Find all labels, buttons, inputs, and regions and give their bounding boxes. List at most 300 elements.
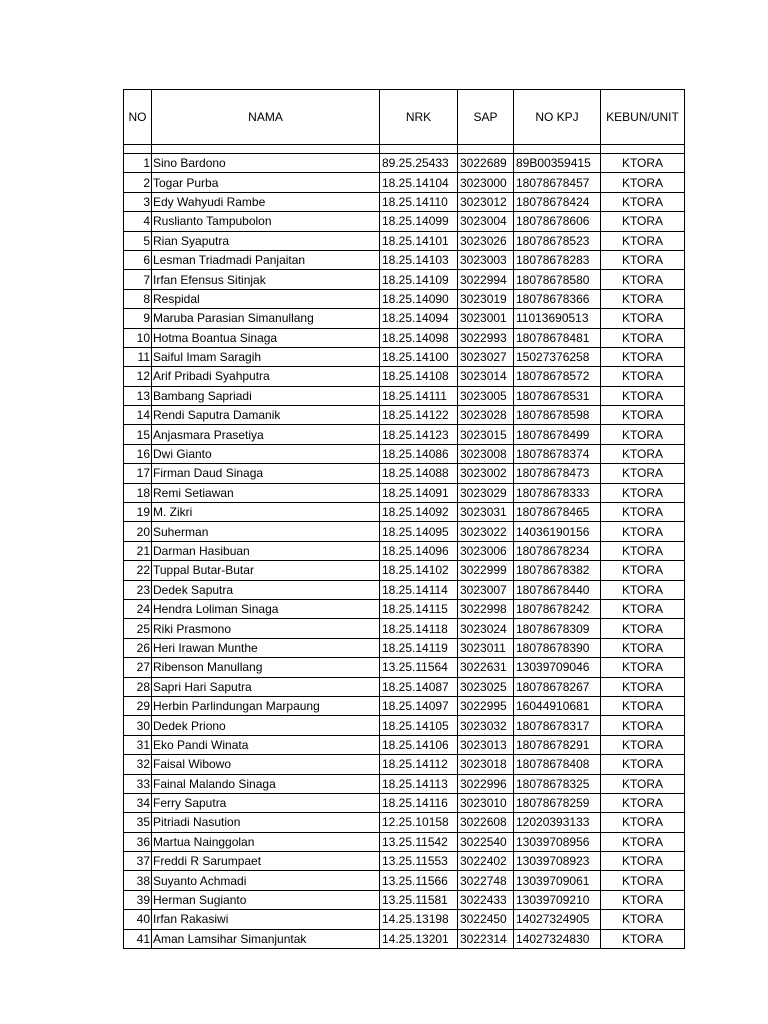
cell-nama: Sapri Hari Saputra xyxy=(152,677,380,696)
cell-kebun-unit: KTORA xyxy=(601,871,685,890)
table-row xyxy=(124,444,685,463)
spacer-cell xyxy=(514,145,601,154)
table-row xyxy=(124,522,685,541)
cell-no-kpj: 13039709210 xyxy=(514,890,601,909)
cell-kebun-unit: KTORA xyxy=(601,677,685,696)
cell-kebun-unit: KTORA xyxy=(601,192,685,211)
cell-nrk: 18.25.14100 xyxy=(380,347,458,366)
cell-sap: 3023032 xyxy=(458,716,514,735)
cell-nrk: 18.25.14101 xyxy=(380,231,458,250)
cell-nama: Herman Sugianto xyxy=(152,890,380,909)
cell-nama: Ferry Saputra xyxy=(152,793,380,812)
cell-kebun-unit: KTORA xyxy=(601,503,685,522)
cell-no-kpj: 18078678473 xyxy=(514,464,601,483)
cell-no-kpj: 18078678606 xyxy=(514,212,601,231)
cell-sap: 3022433 xyxy=(458,890,514,909)
cell-nama: M. Zikri xyxy=(152,503,380,522)
cell-sap: 3023006 xyxy=(458,541,514,560)
cell-sap: 3023022 xyxy=(458,522,514,541)
cell-kebun-unit: KTORA xyxy=(601,638,685,657)
cell-no: 28 xyxy=(124,677,152,696)
table-row xyxy=(124,367,685,386)
cell-kebun-unit: KTORA xyxy=(601,696,685,715)
cell-no: 11 xyxy=(124,347,152,366)
cell-sap: 3022631 xyxy=(458,658,514,677)
cell-no-kpj: 18078678333 xyxy=(514,483,601,502)
cell-nama: Rendi Saputra Damanik xyxy=(152,406,380,425)
cell-nrk: 18.25.14105 xyxy=(380,716,458,735)
cell-no: 16 xyxy=(124,444,152,463)
cell-nama: Respidal xyxy=(152,289,380,308)
cell-no-kpj: 18078678267 xyxy=(514,677,601,696)
cell-sap: 3023008 xyxy=(458,444,514,463)
cell-nama: Anjasmara Prasetiya xyxy=(152,425,380,444)
cell-nrk: 18.25.14115 xyxy=(380,599,458,618)
spacer-cell xyxy=(152,145,380,154)
cell-sap: 3023025 xyxy=(458,677,514,696)
cell-no: 24 xyxy=(124,599,152,618)
cell-sap: 3023024 xyxy=(458,619,514,638)
cell-kebun-unit: KTORA xyxy=(601,173,685,192)
cell-nama: Remi Setiawan xyxy=(152,483,380,502)
cell-nrk: 18.25.14108 xyxy=(380,367,458,386)
cell-no-kpj: 18078678382 xyxy=(514,561,601,580)
cell-no: 10 xyxy=(124,328,152,347)
cell-no-kpj: 18078678309 xyxy=(514,619,601,638)
cell-no: 19 xyxy=(124,503,152,522)
cell-sap: 3023019 xyxy=(458,289,514,308)
cell-sap: 3023000 xyxy=(458,173,514,192)
cell-kebun-unit: KTORA xyxy=(601,580,685,599)
cell-kebun-unit: KTORA xyxy=(601,154,685,173)
cell-sap: 3022402 xyxy=(458,852,514,871)
cell-no: 20 xyxy=(124,522,152,541)
cell-no-kpj: 18078678499 xyxy=(514,425,601,444)
table-row xyxy=(124,638,685,657)
cell-nama: Dedek Priono xyxy=(152,716,380,735)
cell-sap: 3022450 xyxy=(458,910,514,929)
cell-no-kpj: 18078678457 xyxy=(514,173,601,192)
cell-no-kpj: 18078678259 xyxy=(514,793,601,812)
cell-no: 39 xyxy=(124,890,152,909)
cell-nama: Pitriadi Nasution xyxy=(152,813,380,832)
cell-no: 31 xyxy=(124,735,152,754)
cell-sap: 3023013 xyxy=(458,735,514,754)
cell-nrk: 89.25.25433 xyxy=(380,154,458,173)
cell-sap: 3022314 xyxy=(458,929,514,948)
cell-sap: 3022689 xyxy=(458,154,514,173)
table-row xyxy=(124,561,685,580)
cell-nrk: 18.25.14092 xyxy=(380,503,458,522)
cell-sap: 3022540 xyxy=(458,832,514,851)
cell-no: 36 xyxy=(124,832,152,851)
table-row xyxy=(124,871,685,890)
cell-nrk: 18.25.14087 xyxy=(380,677,458,696)
cell-nama: Eko Pandi Winata xyxy=(152,735,380,754)
cell-no-kpj: 18078678317 xyxy=(514,716,601,735)
cell-no-kpj: 18078678481 xyxy=(514,328,601,347)
cell-no-kpj: 18078678523 xyxy=(514,231,601,250)
header-no: NO xyxy=(124,90,152,145)
cell-no-kpj: 15027376258 xyxy=(514,347,601,366)
cell-no-kpj: 18078678234 xyxy=(514,541,601,560)
cell-sap: 3023018 xyxy=(458,755,514,774)
table-row xyxy=(124,677,685,696)
cell-kebun-unit: KTORA xyxy=(601,813,685,832)
header-row xyxy=(124,90,685,145)
table-row xyxy=(124,658,685,677)
table-row xyxy=(124,309,685,328)
cell-kebun-unit: KTORA xyxy=(601,561,685,580)
cell-nrk: 18.25.14109 xyxy=(380,270,458,289)
cell-nrk: 18.25.14112 xyxy=(380,755,458,774)
cell-kebun-unit: KTORA xyxy=(601,444,685,463)
cell-no-kpj: 13039708956 xyxy=(514,832,601,851)
cell-sap: 3023026 xyxy=(458,231,514,250)
cell-nama: Faisal Wibowo xyxy=(152,755,380,774)
cell-sap: 3022996 xyxy=(458,774,514,793)
cell-sap: 3023015 xyxy=(458,425,514,444)
table-row xyxy=(124,328,685,347)
cell-no: 23 xyxy=(124,580,152,599)
cell-nama: Irfan Efensus Sitinjak xyxy=(152,270,380,289)
cell-no: 29 xyxy=(124,696,152,715)
cell-nama: Firman Daud Sinaga xyxy=(152,464,380,483)
table-row xyxy=(124,541,685,560)
table-row xyxy=(124,755,685,774)
cell-nama: Ruslianto Tampubolon xyxy=(152,212,380,231)
cell-sap: 3023014 xyxy=(458,367,514,386)
cell-no-kpj: 14027324830 xyxy=(514,929,601,948)
table-row xyxy=(124,347,685,366)
cell-no: 26 xyxy=(124,638,152,657)
cell-nrk: 13.25.11566 xyxy=(380,871,458,890)
table-row xyxy=(124,774,685,793)
cell-sap: 3023004 xyxy=(458,212,514,231)
cell-nama: Heri Irawan Munthe xyxy=(152,638,380,657)
cell-nrk: 18.25.14122 xyxy=(380,406,458,425)
cell-sap: 3023011 xyxy=(458,638,514,657)
cell-sap: 3022748 xyxy=(458,871,514,890)
cell-nrk: 18.25.14091 xyxy=(380,483,458,502)
cell-nrk: 14.25.13201 xyxy=(380,929,458,948)
cell-no: 18 xyxy=(124,483,152,502)
table-header xyxy=(124,90,685,145)
cell-no: 38 xyxy=(124,871,152,890)
cell-kebun-unit: KTORA xyxy=(601,793,685,812)
cell-kebun-unit: KTORA xyxy=(601,367,685,386)
cell-kebun-unit: KTORA xyxy=(601,910,685,929)
cell-nama: Hendra Loliman Sinaga xyxy=(152,599,380,618)
cell-no: 30 xyxy=(124,716,152,735)
cell-sap: 3023005 xyxy=(458,386,514,405)
table-row xyxy=(124,793,685,812)
cell-nama: Dedek Saputra xyxy=(152,580,380,599)
cell-kebun-unit: KTORA xyxy=(601,755,685,774)
cell-no: 13 xyxy=(124,386,152,405)
table-row xyxy=(124,813,685,832)
cell-nama: Maruba Parasian Simanullang xyxy=(152,309,380,328)
header-sap: SAP xyxy=(458,90,514,145)
cell-no-kpj: 12020393133 xyxy=(514,813,601,832)
cell-sap: 3022994 xyxy=(458,270,514,289)
cell-no: 14 xyxy=(124,406,152,425)
cell-no: 22 xyxy=(124,561,152,580)
spacer-cell xyxy=(458,145,514,154)
cell-kebun-unit: KTORA xyxy=(601,735,685,754)
cell-nama: Suyanto Achmadi xyxy=(152,871,380,890)
table-row xyxy=(124,386,685,405)
cell-kebun-unit: KTORA xyxy=(601,425,685,444)
cell-nama: Rian Syaputra xyxy=(152,231,380,250)
cell-no: 1 xyxy=(124,154,152,173)
cell-no-kpj: 14027324905 xyxy=(514,910,601,929)
cell-nrk: 14.25.13198 xyxy=(380,910,458,929)
table-row xyxy=(124,890,685,909)
cell-kebun-unit: KTORA xyxy=(601,716,685,735)
table-row xyxy=(124,270,685,289)
cell-kebun-unit: KTORA xyxy=(601,483,685,502)
cell-no-kpj: 18078678390 xyxy=(514,638,601,657)
cell-nama: Martua Nainggolan xyxy=(152,832,380,851)
cell-no: 32 xyxy=(124,755,152,774)
cell-kebun-unit: KTORA xyxy=(601,541,685,560)
cell-no: 9 xyxy=(124,309,152,328)
cell-nama: Herbin Parlindungan Marpaung xyxy=(152,696,380,715)
cell-no: 3 xyxy=(124,192,152,211)
cell-no: 6 xyxy=(124,250,152,269)
cell-sap: 3023031 xyxy=(458,503,514,522)
cell-nrk: 13.25.11542 xyxy=(380,832,458,851)
cell-nama: Tuppal Butar-Butar xyxy=(152,561,380,580)
cell-nrk: 18.25.14118 xyxy=(380,619,458,638)
table-row xyxy=(124,289,685,308)
cell-nrk: 18.25.14111 xyxy=(380,386,458,405)
table-row xyxy=(124,192,685,211)
cell-nama: Hotma Boantua Sinaga xyxy=(152,328,380,347)
cell-sap: 3022993 xyxy=(458,328,514,347)
cell-kebun-unit: KTORA xyxy=(601,890,685,909)
cell-kebun-unit: KTORA xyxy=(601,270,685,289)
cell-kebun-unit: KTORA xyxy=(601,464,685,483)
cell-nama: Aman Lamsihar Simanjuntak xyxy=(152,929,380,948)
table-row xyxy=(124,735,685,754)
cell-no: 34 xyxy=(124,793,152,812)
cell-kebun-unit: KTORA xyxy=(601,347,685,366)
table-body xyxy=(124,145,685,949)
cell-sap: 3023027 xyxy=(458,347,514,366)
cell-no: 35 xyxy=(124,813,152,832)
table-row xyxy=(124,503,685,522)
cell-kebun-unit: KTORA xyxy=(601,231,685,250)
cell-no: 37 xyxy=(124,852,152,871)
cell-nama: Sino Bardono xyxy=(152,154,380,173)
cell-nrk: 18.25.14116 xyxy=(380,793,458,812)
cell-nama: Fainal Malando Sinaga xyxy=(152,774,380,793)
cell-no: 21 xyxy=(124,541,152,560)
cell-no-kpj: 11013690513 xyxy=(514,309,601,328)
cell-no-kpj: 89B00359415 xyxy=(514,154,601,173)
cell-sap: 3023007 xyxy=(458,580,514,599)
spacer-cell xyxy=(380,145,458,154)
cell-sap: 3023003 xyxy=(458,250,514,269)
cell-kebun-unit: KTORA xyxy=(601,289,685,308)
cell-nama: Arif Pribadi Syahputra xyxy=(152,367,380,386)
cell-no-kpj: 13039709046 xyxy=(514,658,601,677)
cell-no-kpj: 16044910681 xyxy=(514,696,601,715)
cell-no-kpj: 18078678465 xyxy=(514,503,601,522)
cell-no: 4 xyxy=(124,212,152,231)
cell-sap: 3023028 xyxy=(458,406,514,425)
cell-nama: Lesman Triadmadi Panjaitan xyxy=(152,250,380,269)
table-row xyxy=(124,832,685,851)
table-row xyxy=(124,929,685,948)
cell-nrk: 18.25.14113 xyxy=(380,774,458,793)
cell-kebun-unit: KTORA xyxy=(601,309,685,328)
cell-no-kpj: 18078678291 xyxy=(514,735,601,754)
header-kebun-unit: KEBUN/UNIT xyxy=(601,90,685,145)
cell-no-kpj: 18078678440 xyxy=(514,580,601,599)
cell-no: 25 xyxy=(124,619,152,638)
cell-no-kpj: 18078678580 xyxy=(514,270,601,289)
cell-nama: Freddi R Sarumpaet xyxy=(152,852,380,871)
cell-nrk: 18.25.14099 xyxy=(380,212,458,231)
cell-no: 15 xyxy=(124,425,152,444)
cell-nrk: 18.25.14098 xyxy=(380,328,458,347)
cell-nrk: 18.25.14090 xyxy=(380,289,458,308)
cell-kebun-unit: KTORA xyxy=(601,774,685,793)
spacer-row xyxy=(124,145,685,154)
cell-nama: Darman Hasibuan xyxy=(152,541,380,560)
cell-no-kpj: 18078678531 xyxy=(514,386,601,405)
cell-no: 2 xyxy=(124,173,152,192)
cell-kebun-unit: KTORA xyxy=(601,599,685,618)
cell-no-kpj: 18078678408 xyxy=(514,755,601,774)
cell-kebun-unit: KTORA xyxy=(601,250,685,269)
cell-nrk: 18.25.14114 xyxy=(380,580,458,599)
header-no-kpj: NO KPJ xyxy=(514,90,601,145)
table-row xyxy=(124,580,685,599)
cell-nama: Riki Prasmono xyxy=(152,619,380,638)
table-row xyxy=(124,425,685,444)
cell-no: 27 xyxy=(124,658,152,677)
table-row xyxy=(124,406,685,425)
cell-no-kpj: 13039708923 xyxy=(514,852,601,871)
table-row xyxy=(124,716,685,735)
cell-no: 40 xyxy=(124,910,152,929)
table-row xyxy=(124,599,685,618)
cell-kebun-unit: KTORA xyxy=(601,832,685,851)
spacer-cell xyxy=(124,145,152,154)
cell-no: 7 xyxy=(124,270,152,289)
cell-sap: 3023010 xyxy=(458,793,514,812)
cell-kebun-unit: KTORA xyxy=(601,929,685,948)
table-row xyxy=(124,212,685,231)
table-row xyxy=(124,696,685,715)
cell-nrk: 18.25.14106 xyxy=(380,735,458,754)
cell-nama: Ribenson Manullang xyxy=(152,658,380,677)
cell-nama: Togar Purba xyxy=(152,173,380,192)
table-row xyxy=(124,173,685,192)
cell-sap: 3023002 xyxy=(458,464,514,483)
cell-no-kpj: 18078678374 xyxy=(514,444,601,463)
cell-kebun-unit: KTORA xyxy=(601,658,685,677)
header-nrk: NRK xyxy=(380,90,458,145)
cell-no: 41 xyxy=(124,929,152,948)
cell-nama: Dwi Gianto xyxy=(152,444,380,463)
table-row xyxy=(124,483,685,502)
cell-nrk: 18.25.14094 xyxy=(380,309,458,328)
table-row xyxy=(124,852,685,871)
table-row xyxy=(124,250,685,269)
cell-no-kpj: 18078678424 xyxy=(514,192,601,211)
table-row xyxy=(124,619,685,638)
cell-no: 5 xyxy=(124,231,152,250)
cell-kebun-unit: KTORA xyxy=(601,328,685,347)
cell-sap: 3022999 xyxy=(458,561,514,580)
cell-nrk: 18.25.14095 xyxy=(380,522,458,541)
cell-sap: 3022998 xyxy=(458,599,514,618)
cell-sap: 3023029 xyxy=(458,483,514,502)
cell-no-kpj: 14036190156 xyxy=(514,522,601,541)
cell-nrk: 12.25.10158 xyxy=(380,813,458,832)
cell-nama: Irfan Rakasiwi xyxy=(152,910,380,929)
cell-no-kpj: 18078678598 xyxy=(514,406,601,425)
cell-no-kpj: 18078678325 xyxy=(514,774,601,793)
cell-sap: 3023001 xyxy=(458,309,514,328)
cell-nama: Bambang Sapriadi xyxy=(152,386,380,405)
cell-no: 8 xyxy=(124,289,152,308)
cell-no-kpj: 13039709061 xyxy=(514,871,601,890)
cell-nrk: 18.25.14119 xyxy=(380,638,458,657)
cell-nrk: 18.25.14102 xyxy=(380,561,458,580)
cell-kebun-unit: KTORA xyxy=(601,386,685,405)
cell-no-kpj: 18078678242 xyxy=(514,599,601,618)
cell-sap: 3022995 xyxy=(458,696,514,715)
cell-nrk: 18.25.14086 xyxy=(380,444,458,463)
cell-nrk: 13.25.11581 xyxy=(380,890,458,909)
table-row xyxy=(124,464,685,483)
cell-no-kpj: 18078678366 xyxy=(514,289,601,308)
cell-nrk: 18.25.14088 xyxy=(380,464,458,483)
spacer-cell xyxy=(601,145,685,154)
cell-nrk: 18.25.14097 xyxy=(380,696,458,715)
cell-sap: 3023012 xyxy=(458,192,514,211)
table-row xyxy=(124,910,685,929)
cell-kebun-unit: KTORA xyxy=(601,212,685,231)
cell-no: 17 xyxy=(124,464,152,483)
cell-no: 33 xyxy=(124,774,152,793)
cell-nama: Suherman xyxy=(152,522,380,541)
cell-nrk: 18.25.14110 xyxy=(380,192,458,211)
cell-kebun-unit: KTORA xyxy=(601,852,685,871)
cell-nrk: 13.25.11564 xyxy=(380,658,458,677)
cell-nrk: 13.25.11553 xyxy=(380,852,458,871)
employee-table xyxy=(123,89,685,949)
cell-nama: Saiful Imam Saragih xyxy=(152,347,380,366)
table-row xyxy=(124,231,685,250)
table-row xyxy=(124,154,685,173)
cell-nrk: 18.25.14104 xyxy=(380,173,458,192)
cell-no-kpj: 18078678572 xyxy=(514,367,601,386)
cell-kebun-unit: KTORA xyxy=(601,619,685,638)
cell-nrk: 18.25.14096 xyxy=(380,541,458,560)
cell-kebun-unit: KTORA xyxy=(601,522,685,541)
cell-no: 12 xyxy=(124,367,152,386)
cell-nama: Edy Wahyudi Rambe xyxy=(152,192,380,211)
cell-sap: 3022608 xyxy=(458,813,514,832)
cell-no-kpj: 18078678283 xyxy=(514,250,601,269)
